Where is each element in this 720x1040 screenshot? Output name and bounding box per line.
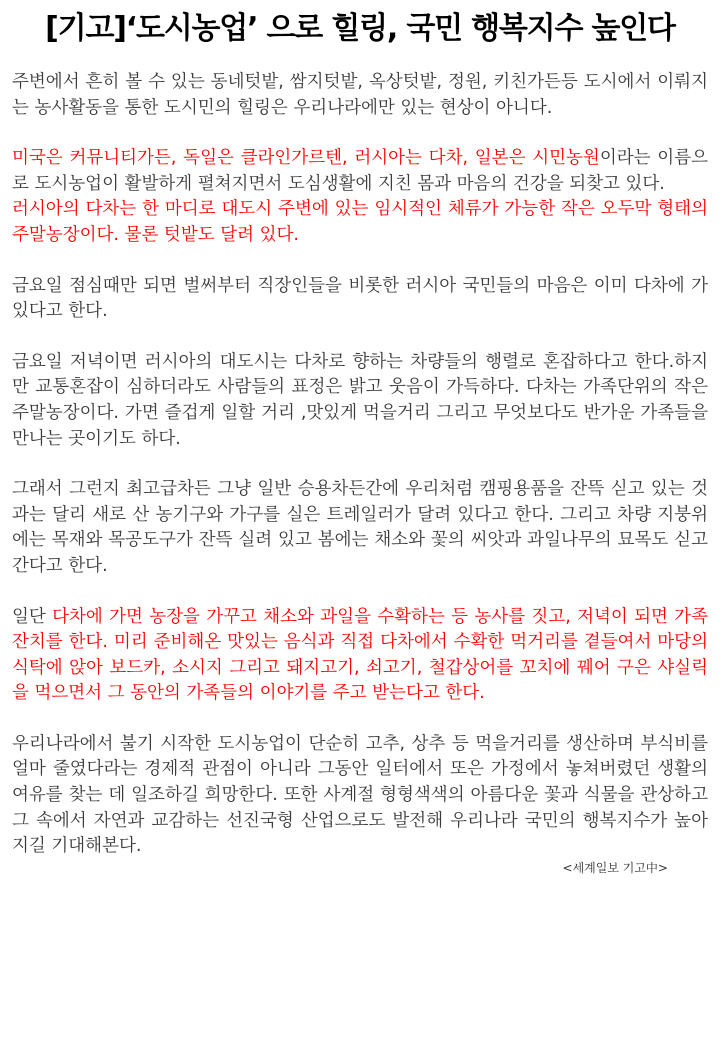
paragraph-7-lead: 일단 [12, 606, 53, 627]
paragraph-2 [12, 146, 708, 197]
highlighted-text: 다차에 가면 농장을 가꾸고 채소와 과일을 수확하는 등 농사를 짓고, 저녁이 되면 가족 잔치를 한다. 미리 준비해온 맛있는 음식과 직접 다차에서 수확한 먹거리를 곁들여서 마당의 식탁에 앉아 보드카, 소시지 그리고 돼지고기, 쇠고기, 철갑상어를 꼬치에 꿰어 구은 샤실릭을 먹으면서 그 동안의 가족들의 이야기를 주고 받는다고 한다. [12, 606, 708, 704]
paragraph-7 [12, 605, 708, 707]
paragraph-1: 주변에서 흔히 볼 수 있는 동네텃밭, 쌈지텃밭, 옥상텃밭, 정원, 키친가든등 도시에서 이뤄지는 농사활동을 통한 도시민의 힐링은 우리나라에만 있는 현상이 아니다. [12, 72, 708, 118]
paragraph-4: 금요일 점심때만 되면 벌써부터 직장인들을 비롯한 러시아 국민들의 마음은 이미 다차에 가있다고 한다. [12, 275, 708, 322]
highlighted-text: 미국은 커뮤니티가든, 독일은 클라인가르텐, 러시아는 다차, 일본은 시민농원 [12, 148, 600, 169]
source-credit: <세계일보 기고中> [562, 860, 668, 875]
paragraph-3 [12, 197, 708, 248]
paragraph-5: 금요일 저녁이면 러시아의 대도시는 다차로 향하는 차량들의 행렬로 혼잡하다고 한다.하지만 교통혼잡이 심하더라도 사람들의 표정은 밝고 웃음이 가득하다. 다차는 가족단위의 작은 주말농장이다. 가면 즐겁게 일할 거리 ,맛있게 먹을거리 그리고 무엇보다도 반가운 가족들을 만나는 곳이기도 하다. [12, 351, 708, 449]
paragraph-2-rest: 이라는 이름으로 도시농업이 활발하게 펼쳐지면서 도심생활에 지친 몸과 마음의 건강을 되찾고 있다. [12, 148, 709, 194]
article-body [12, 70, 708, 860]
paragraph-8: 우리나라에서 불기 시작한 도시농업이 단순히 고추, 상추 등 먹을거리를 생산하며 부식비를 얼마 줄였다라는 경제적 관점이 아니라 그동안 일터에서 또은 가정에서 놓쳐버렸던 생활의 여유를 찾는 데 일조하길 희망한다. 또한 사계절 형형색색의 아름다운 꽃과 식물을 관상하고 그 속에서 자연과 교감하는 선진국형 산업으로도 발전해 우리나라 국민의 행복지수가 높아지길 기대해본다. [12, 733, 708, 857]
article-headline: [기고]‘도시농업’ 으로 힐링, 국민 행복지수 높인다 [45, 11, 675, 46]
highlighted-text: 러시아의 다차는 한 마디로 대도시 주변에 있는 임시적인 체류가 가능한 작은 오두막 형태의 주말농장이다. 물론 텃밭도 달려 있다. [12, 199, 708, 245]
paragraph-6: 그래서 그런지 최고급차든 그냥 일반 승용차든간에 우리처럼 캠핑용품을 잔뜩 싣고 있는 것과는 달리 새로 산 농기구와 가구를 실은 트레일러가 달려 있다고 한다. 그리고 차량 지붕위에는 목재와 목공도구가 잔뜩 실려 있고 봄에는 채소와 꽃의 씨앗과 과일나무의 묘목도 싣고 간다고 한다. [12, 479, 708, 576]
